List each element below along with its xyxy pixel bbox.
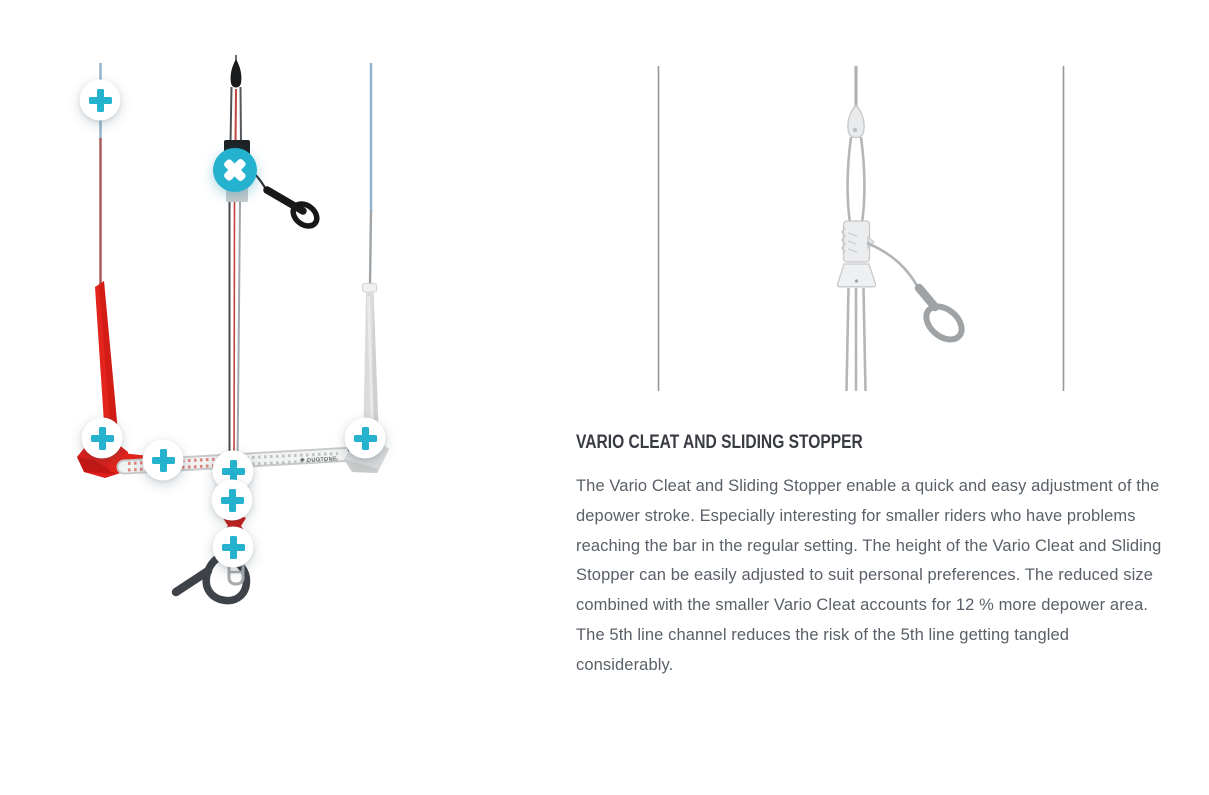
plus-icon <box>345 418 386 459</box>
plus-icon <box>82 418 123 459</box>
detail-lines-below <box>847 288 866 391</box>
plus-icon <box>143 440 184 481</box>
vario-cleat-detail-image <box>600 40 1160 415</box>
feature-title: VARIO CLEAT AND SLIDING STOPPER <box>576 432 863 453</box>
hotspot-depower-adjuster[interactable] <box>213 148 257 192</box>
svg-text:DUOTONE: DUOTONE <box>306 456 338 464</box>
sliding-stopper-assembly <box>848 66 865 223</box>
hotspot-chicken-loop[interactable] <box>213 527 254 568</box>
hotspot-left-bar-end[interactable] <box>82 418 123 459</box>
plus-icon <box>213 527 254 568</box>
plus-icon <box>80 80 121 121</box>
hotspot-left-flying-line[interactable] <box>80 80 121 121</box>
vario-cleat-body <box>838 221 876 287</box>
plus-icon <box>212 480 253 521</box>
feature-panel <box>576 432 1162 681</box>
close-icon <box>204 139 266 201</box>
feature-description: The Vario Cleat and Sliding Stopper enable a quick and easy adjustment of the depower stroke. Especially interesting for smaller riders who have problems reaching the bar in the regular setting. The height of the Vario Cleat and Sliding Stopper can be easily adjusted to suit personal preferences. The reduced size combined with the smaller Vario Cleat accounts for 12 % more depower area. The 5th line channel reduces the risk of the 5th line getting tangled considerably. <box>576 477 1162 674</box>
hotspot-left-grip[interactable] <box>143 440 184 481</box>
detail-leash <box>867 243 968 346</box>
hotspot-right-bar-end[interactable] <box>345 418 386 459</box>
hotspot-power-line[interactable] <box>212 480 253 521</box>
